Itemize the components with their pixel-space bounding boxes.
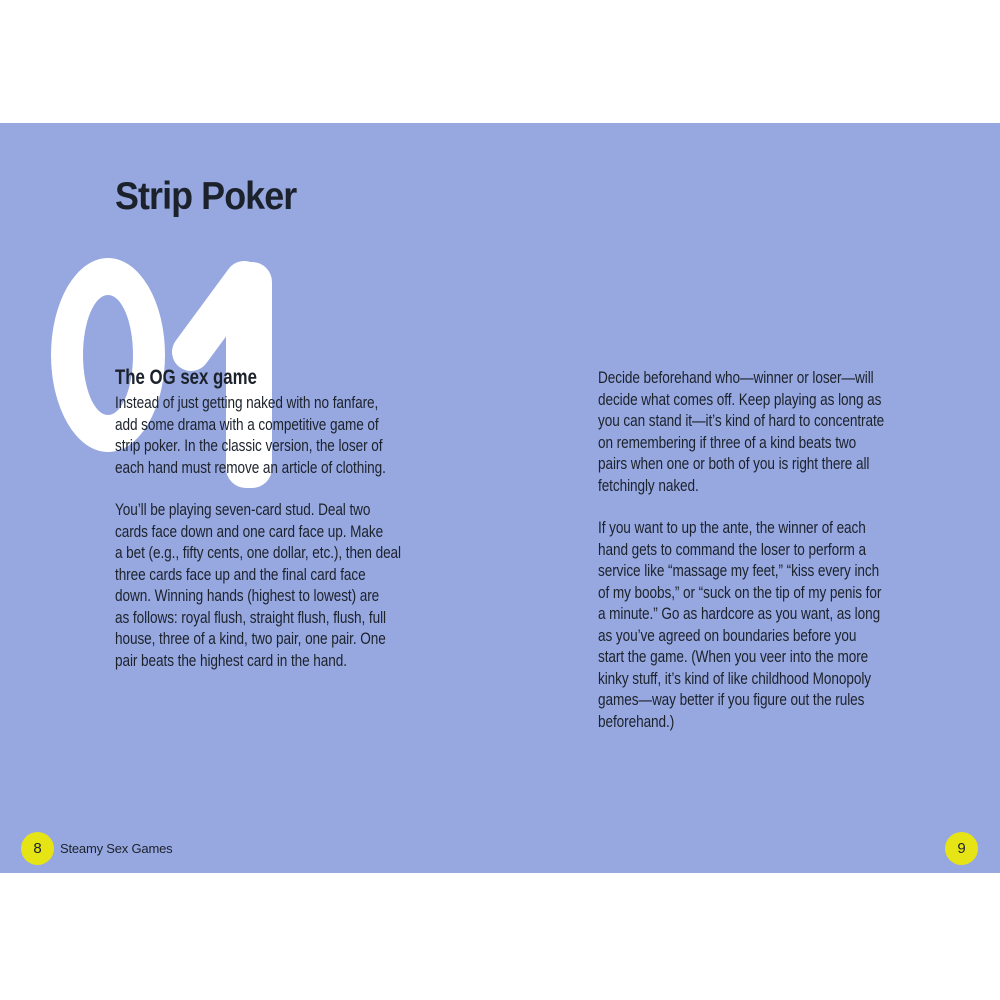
text-line: fetchingly naked.: [598, 475, 699, 495]
text-line: house, three of a kind, two pair, one pair. One: [115, 629, 386, 648]
text-line: kinky stuff, it’s kind of like childhood Monopoly: [598, 668, 872, 688]
left-paragraph-2: [115, 499, 451, 671]
right-paragraph-2: [598, 517, 934, 732]
left-paragraph-1: [115, 392, 451, 478]
section-heading: The OG sex game: [115, 366, 257, 389]
series-title: Steamy Sex Games: [60, 841, 173, 856]
text-line: pairs when one or both of you is right there all: [598, 454, 870, 473]
text-line: start the game. (When you veer into the more: [598, 647, 869, 666]
right-paragraph-1: [598, 367, 934, 496]
text-line: three cards face up and the final card face: [115, 564, 366, 584]
text-line: beforehand.): [598, 711, 675, 731]
text-line: cards face down and one card face up. Make: [115, 521, 384, 541]
right-text-column: [598, 367, 934, 753]
text-line: pair beats the highest card in the hand.: [115, 650, 347, 670]
page-number-right: 9: [957, 840, 966, 857]
chapter-title: Strip Poker: [115, 175, 297, 218]
text-line: as follows: royal flush, straight flush, flush, full: [115, 607, 386, 627]
text-line: strip poker. In the classic version, the loser of: [115, 436, 383, 455]
text-line: you can stand it—it’s kind of hard to concentrate: [598, 411, 885, 430]
text-line: If you want to up the ante, the winner of each: [598, 518, 866, 537]
text-line: decide what comes off. Keep playing as long as: [598, 389, 882, 409]
text-line: Instead of just getting naked with no fanfare,: [115, 393, 379, 412]
text-line: You’ll be playing seven-card stud. Deal two: [115, 500, 371, 519]
text-line: of my boobs,” or “suck on the tip of my penis for: [598, 582, 882, 602]
page-number-left: 8: [33, 840, 42, 857]
text-line: as you’ve agreed on boundaries before you: [598, 625, 857, 645]
left-text-column: [115, 366, 451, 692]
text-line: service like “massage my feet,” “kiss every inch: [598, 561, 880, 580]
text-line: down. Winning hands (highest to lowest) are: [115, 586, 380, 605]
text-line: a minute.” Go as hardcore as you want, as long: [598, 604, 881, 623]
page-number-badge-left: [21, 832, 54, 865]
text-line: hand gets to command the loser to perform a: [598, 539, 866, 559]
text-line: a bet (e.g., fifty cents, one dollar, etc.), then deal: [115, 543, 401, 562]
text-line: Decide beforehand who—winner or loser—will: [598, 368, 874, 387]
text-line: on remembering if three of a kind beats two: [598, 432, 857, 452]
page-number-badge-right: [945, 832, 978, 865]
text-line: games—way better if you figure out the rules: [598, 690, 865, 709]
text-line: add some drama with a competitive game of: [115, 414, 379, 434]
text-line: each hand must remove an article of clothing.: [115, 457, 386, 477]
